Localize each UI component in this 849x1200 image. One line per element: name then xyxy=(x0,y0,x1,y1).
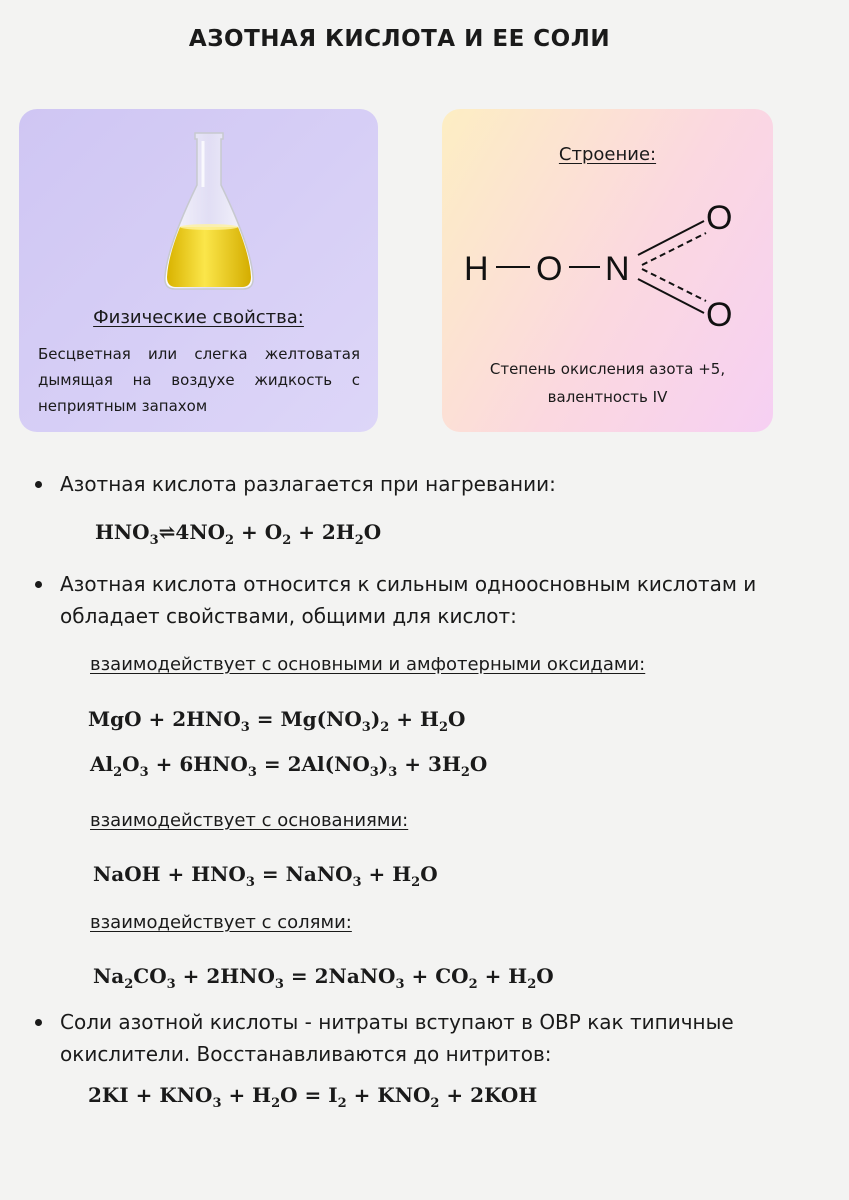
bullet-strong-acid-text: Азотная кислота относится к сильным одноосновным кислотам и обладает свойствами, общими для кислот: xyxy=(60,572,757,628)
physical-properties-text: Бесцветная или слегка желтоватая дымящая на воздухе жидкость с неприятным запахом xyxy=(38,345,360,415)
atom-o-hydroxyl: O xyxy=(536,250,563,288)
structure-heading: Строение: xyxy=(558,144,657,165)
subheading-oxides: взаимодействует с основными и амфотерными оксидами: xyxy=(90,654,646,675)
atom-o-bottom: O xyxy=(706,296,733,334)
equation-naoh: NaOH + $HNO_3$ = NaNO$_3$ + $H_2O$ xyxy=(93,862,438,890)
structure-card xyxy=(442,109,773,432)
physical-properties-heading: Физические свойства: xyxy=(93,307,304,328)
subheading-salts: взаимодействует с солями: xyxy=(90,912,352,933)
equation-decomposition: $HNO_3\rightleftharpoons 4NO_2 + O_2 + 2H_2O$ xyxy=(95,520,382,548)
page-title: АЗОТНАЯ КИСЛОТА И ЕЕ СОЛИ xyxy=(188,26,611,52)
equation-al2o3: $Al_2O_3 + 6HNO_3 = 2Al(NO_3)_3 + 3H_2O$ xyxy=(90,752,488,780)
atom-h: H xyxy=(464,250,489,288)
subheading-bases: взаимодействует с основаниями: xyxy=(90,810,409,831)
equation-ki: $2KI + KNO_3 + H_2O = I_2 + KNO_2 + 2KOH$ xyxy=(88,1083,538,1111)
oxidation-state-line: Степень окисления азота +5, xyxy=(489,360,726,378)
oxidation-state-text xyxy=(442,355,773,411)
physical-properties-card xyxy=(19,109,378,432)
bullet-nitrates xyxy=(35,1006,805,1070)
structural-formula xyxy=(458,189,748,339)
bullet-decomposition xyxy=(35,468,795,500)
bullet-strong-acid xyxy=(35,568,815,632)
equation-na2co3: $Na_2CO_3 + 2HNO_3$ = 2NaNO$_3$ + $CO_2 + H_2O$ xyxy=(93,964,554,992)
bullet-decomposition-text: Азотная кислота разлагается при нагревании: xyxy=(60,472,556,496)
valence-line: валентность IV xyxy=(547,388,668,406)
equation-mgo: MgO + $2HNO_3 = Mg(NO_3)_2 + H_2O$ xyxy=(88,707,466,735)
atom-o-top: O xyxy=(706,199,733,237)
bullet-nitrates-text: Соли азотной кислоты - нитраты вступают в ОВР как типичные окислители. Восстанавливаются до нитритов: xyxy=(60,1010,734,1066)
bonds xyxy=(496,221,706,313)
atom-n: N xyxy=(605,250,630,288)
flask-icon xyxy=(159,127,259,297)
